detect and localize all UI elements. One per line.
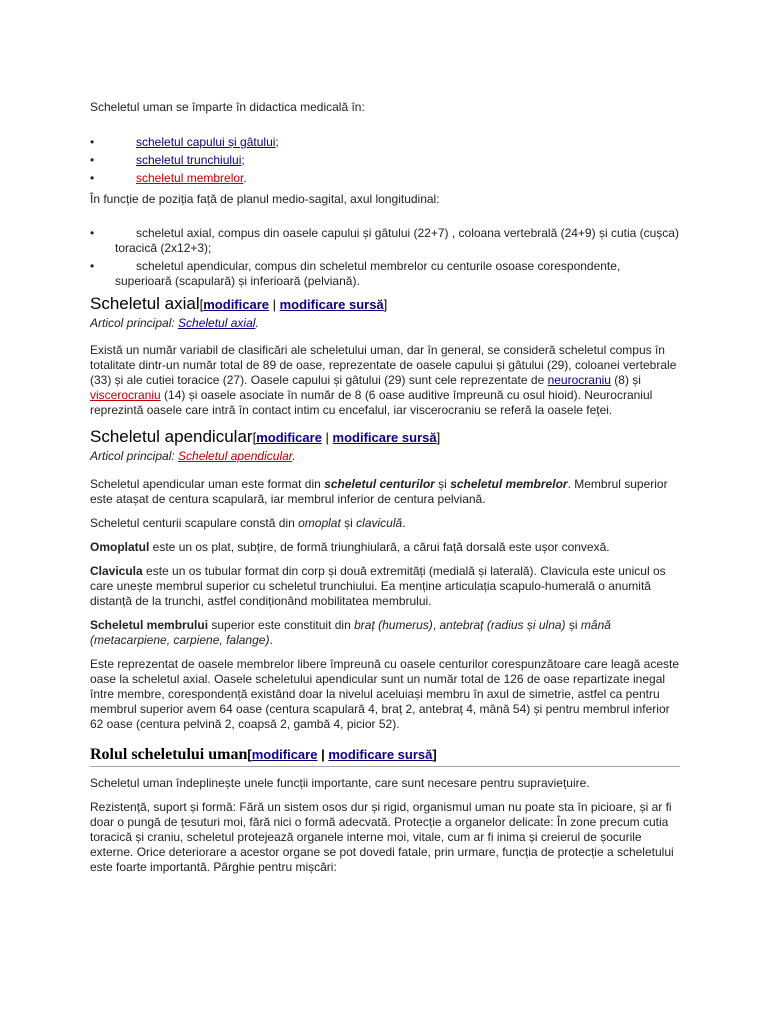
link-viscerocraniu[interactable]: viscerocraniu bbox=[90, 388, 161, 402]
intro-text: Scheletul uman se împarte în didactica medicală în: bbox=[90, 100, 365, 114]
link-scheletul-trunchiului[interactable]: scheletul trunchiului bbox=[136, 153, 242, 167]
link-scheletul-capului[interactable]: scheletul capului și gâtului bbox=[136, 135, 276, 149]
link-scheletul-axial[interactable]: Scheletul axial bbox=[178, 316, 256, 330]
edit-section: [modificare | modificare sursă] bbox=[252, 430, 441, 445]
paragraph: Omoplatul este un os plat, subțire, de formă triunghiulară, a cărui față dorsală este ușor convexă. bbox=[90, 540, 610, 554]
position-list bbox=[90, 226, 680, 289]
link-scheletul-apendicular[interactable]: Scheletul apendicular bbox=[178, 449, 293, 463]
paragraph: Există un număr variabil de clasificări ale scheletului uman, dar în general, se consideră scheletul compus în totalitate dintr-un număr total de 89 de oase, reprezentate de oasele capului și gâtului (29), coloanei vertebrale (33) și ale cutiei toracice (27). Oasele capului și gâtului (29) sunt cele reprezentate de neurocraniu (8) și viscerocraniu (14) și oasele asociate în număr de 8 (6 oase auditive împreună cu osul hioid). Neurocraniul reprezintă oasele care intră în contact intim cu encefalul, iar viscerocraniu se referă la oasele feței. bbox=[90, 343, 677, 417]
list-item: • scheletul axial, compus din oasele capului și gâtului (22+7) , coloana vertebrală (24+9) și cutia (cușca) toracică (2x12+3); bbox=[90, 226, 679, 255]
paragraph: Clavicula este un os tubular format din corp și două extremități (medială și laterală). Clavicula este unicul os care unește membrul superior cu scheletul trunchiului. Ea menține articulația scapulo-humerală o anumită distanță de la trunchi, astfel condiționând mobilitatea membrului. bbox=[90, 564, 666, 608]
list-item: • scheletul membrelor. bbox=[90, 171, 247, 185]
paragraph: Scheletul apendicular uman este format din scheletul centurilor și scheletul membrelor. Membrul superior este atașat de centura scapulară, iar membrul inferior de centura pelviană. bbox=[90, 477, 668, 506]
list-item: • scheletul apendicular, compus din scheletul membrelor cu centurile osoase corespondente, superioară (scapulară) și inferioară (pelviană). bbox=[90, 259, 621, 288]
section-heading-rol: Rolul scheletului uman[modificare | modificare sursă] bbox=[90, 745, 680, 767]
paragraph: Rezistență, suport și formă: Fără un sistem osos dur și rigid, organismul uman nu poate sta în picioare, și ar fi doar o pungă de țesuturi moi, fără nici o formă adecvată. Protecție a organelor delicate: În zone precum cutia toracică și craniu, scheletul protejează organele interne moi, vitale, cum ar fi inima și creierul de șocurile externe. Orice deteriorare a acestor organe se pot dovedi fatale, prin urmare, funcția de protecție a scheletului este foarte importantă. Pârghie pentru mișcări: bbox=[90, 800, 674, 874]
edit-section: [modificare | modificare sursă] bbox=[247, 747, 437, 762]
article-body bbox=[90, 100, 680, 875]
position-intro: În funcție de poziția față de planul medio-sagital, axul longitudinal: bbox=[90, 192, 440, 206]
list-item: • scheletul trunchiului; bbox=[90, 153, 245, 167]
section-heading-apendicular: Scheletul apendicular[modificare | modificare sursă] bbox=[90, 427, 441, 446]
paragraph: Scheletul centurii scapulare constă din omoplat și claviculă. bbox=[90, 516, 406, 530]
edit-section: [modificare | modificare sursă] bbox=[199, 297, 388, 312]
edit-source-link[interactable]: modificare sursă bbox=[279, 297, 384, 312]
edit-source-link[interactable]: modificare sursă bbox=[328, 747, 433, 762]
edit-link[interactable]: modificare bbox=[256, 430, 322, 445]
list-item: • scheletul capului și gâtului; bbox=[90, 135, 279, 149]
paragraph: Scheletul uman îndeplinește unele funcții importante, care sunt necesare pentru supraviețuire. bbox=[90, 776, 590, 790]
paragraph: Scheletul membrului superior este constituit din braț (humerus), antebraț (radius și ulna) și mână (metacarpiene, carpiene, falange). bbox=[90, 618, 611, 647]
bullet: • bbox=[90, 153, 95, 167]
edit-link[interactable]: modificare bbox=[251, 747, 318, 762]
paragraph: Este reprezentat de oasele membrelor libere împreună cu oasele centurilor corespunzătoare care leagă aceste oase la scheletul axial. Oasele scheletului apendicular sunt un număr total de 126 de oase repartizate inegal între membre, corespondență existând doar la nivelul aceluiași membru în axul de simetrie, astfel ca pentru membrul superior avem 64 oase (centura scapulară 4, braț 2, antebraț 4, mână 54) și pentru membrul inferior 62 oase (centura pelvină 2, coapsă 2, gambă 4, picior 52). bbox=[90, 657, 679, 731]
link-scheletul-membrelor[interactable]: scheletul membrelor bbox=[136, 171, 244, 185]
bullet: • bbox=[90, 226, 95, 240]
hatnote: Articol principal: Scheletul apendicular. bbox=[90, 449, 296, 463]
bullet: • bbox=[90, 135, 95, 149]
section-heading-axial: Scheletul axial[modificare | modificare sursă] bbox=[90, 294, 388, 313]
edit-link[interactable]: modificare bbox=[203, 297, 269, 312]
division-list bbox=[90, 135, 680, 186]
hatnote: Articol principal: Scheletul axial. bbox=[90, 316, 259, 330]
link-neurocraniu[interactable]: neurocraniu bbox=[547, 373, 611, 387]
bullet: • bbox=[90, 259, 95, 273]
bullet: • bbox=[90, 171, 95, 185]
edit-source-link[interactable]: modificare sursă bbox=[332, 430, 437, 445]
